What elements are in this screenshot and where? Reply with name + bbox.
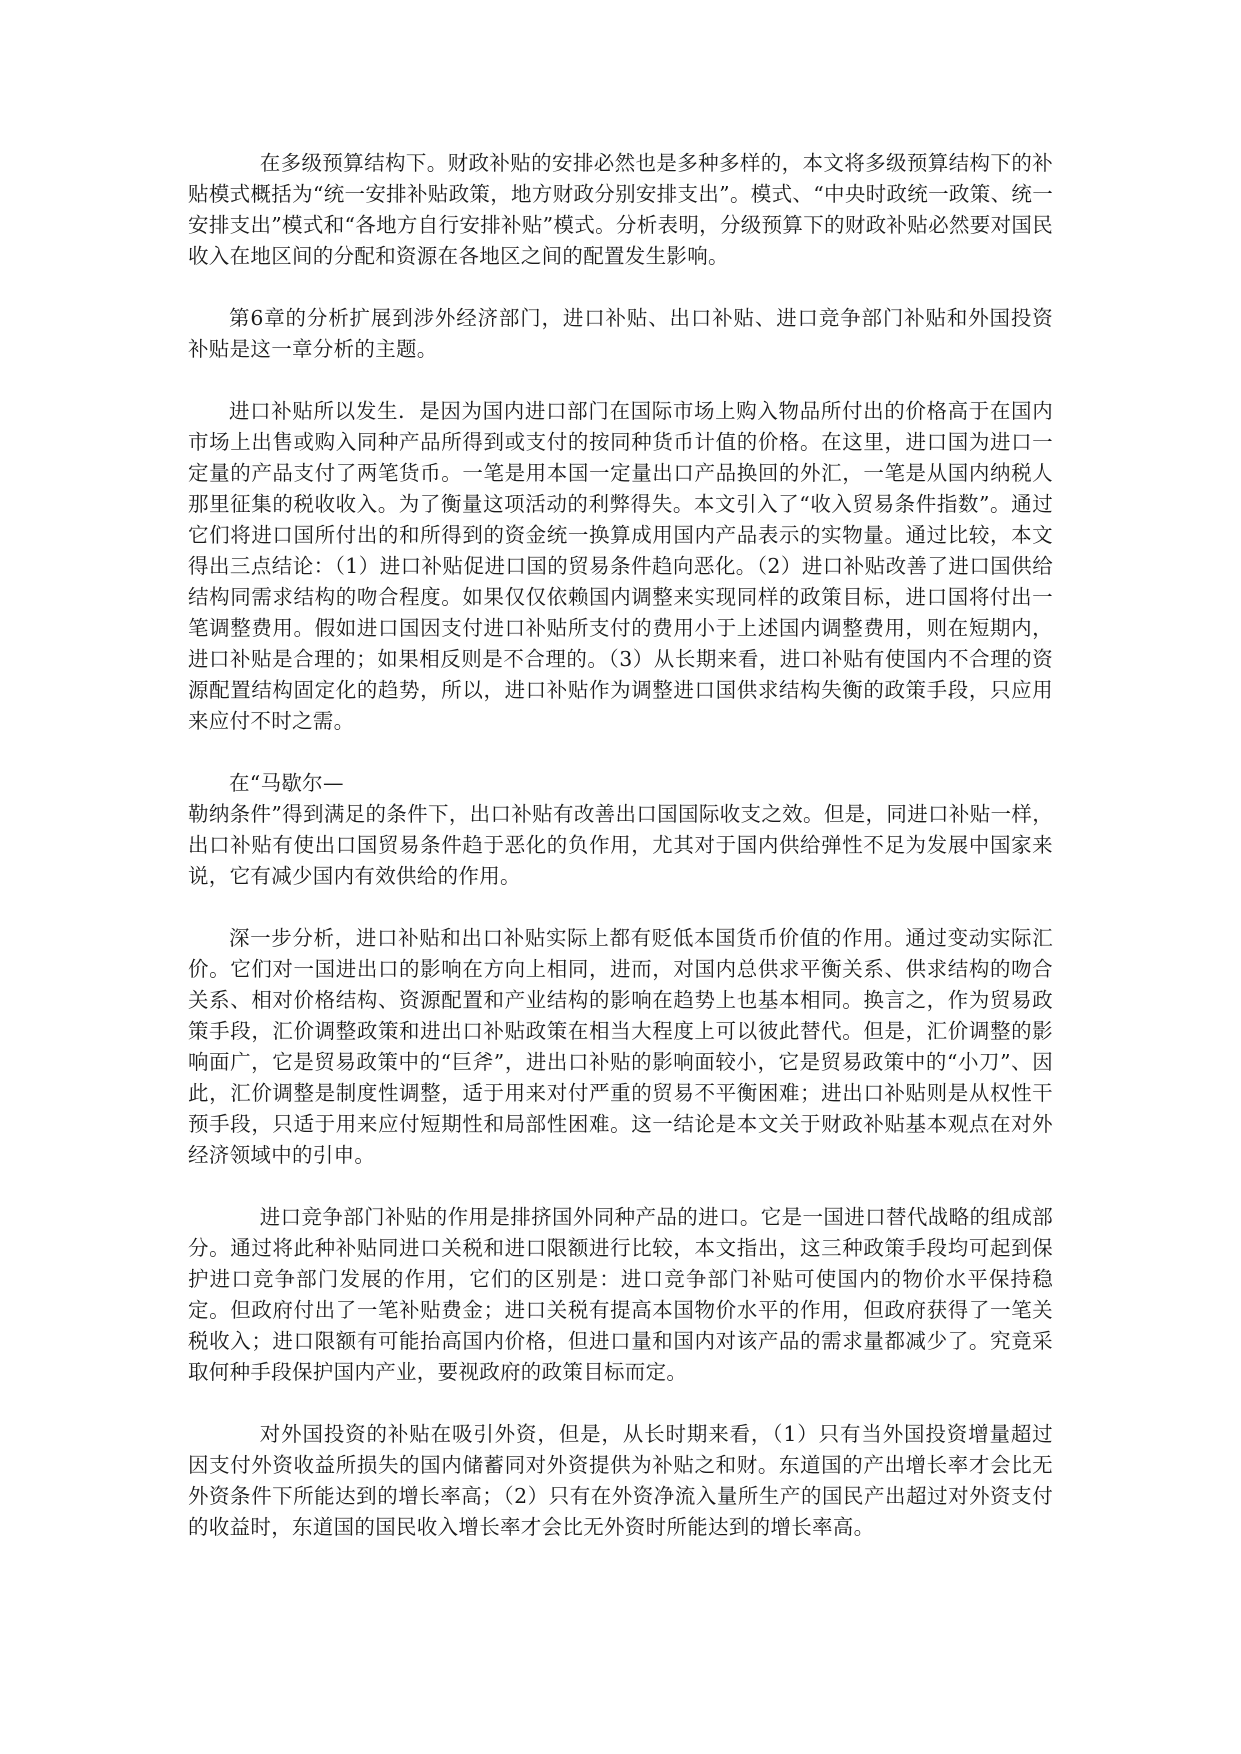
paragraph-multilevel-budget: 在多级预算结构下。财政补贴的安排必然也是多种多样的，本文将多级预算结构下的补贴模式概括为“统一安排补贴政策，地方财政分别安排支出”。模式、“中央时政统一政策、统一安排支出”模式和“各地方自行安排补贴”模式。分析表明，分级预算下的财政补贴必然要对国民收入在地区间的分配和资源在各地区之间的配置发生影响。 xyxy=(188,151,1053,268)
paragraph-foreign-investment: 对外国投资的补贴在吸引外资，但是，从长时期来看，（1）只有当外国投资增量超过因支付外资收益所损失的国内储蓄同对外资提供为补贴之和财。东道国的产出增长率才会比无外资条件下所能达到的增长率高；（2）只有在外资净流入量所生产的国民产出超过对外资支付的收益时，东道国的国民收入增长率才会比无外资时所能达到的增长率高。 xyxy=(188,1422,1053,1539)
paragraph-export-subsidy-body: 勒纳条件”得到满足的条件下，出口补贴有改善出口国国际收支之效。但是，同进口补贴一样，出口补贴有使出口国贸易条件趋于恶化的负作用，尤其对于国内供给弹性不足为发展中国家来说，它有减少国内有效供给的作用。 xyxy=(188,802,1053,888)
paragraph-import-subsidy: 进口补贴所以发生．是因为国内进口部门在国际市场上购入物品所付出的价格高于在国内市场上出售或购入同种产品所得到或支付的按同种货币计值的价格。在这里，进口国为进口一定量的产品支付了两笔货币。一笔是用本国一定量出口产品换回的外汇，一笔是从国内纳税人那里征集的税收收入。为了衡量这项活动的利弊得失。本文引入了“收入贸易条件指数”。通过它们将进口国所付出的和所得到的资金统一换算成用国内产品表示的实物量。通过比较，本文得出三点结论：（1）进口补贴促进口国的贸易条件趋向恶化。（2）进口补贴改善了进口国供给结构同需求结构的吻合程度。如果仅仅依赖国内调整来实现同样的政策目标，进口国将付出一笔调整费用。假如进口国因支付进口补贴所支付的费用小于上述国内调整费用，则在短期内，进口补贴是合理的；如果相反则是不合理的。（3）从长期来看，进口补贴有使国内不合理的资源配置结构固定化的趋势，所以，进口补贴作为调整进口国供求结构失衡的政策手段，只应用来应付不时之需。 xyxy=(188,399,1053,733)
paragraph-currency-value: 深一步分析，进口补贴和出口补贴实际上都有贬低本国货币价值的作用。通过变动实际汇价。它们对一国进出口的影响在方向上相同，进而，对国内总供求平衡关系、供求结构的吻合关系、相对价格结构、资源配置和产业结构的影响在趋势上也基本相同。换言之，作为贸易政策手段，汇价调整政策和进出口补贴政策在相当大程度上可以彼此替代。但是，汇价调整的影响面广，它是贸易政策中的“巨斧”，进出口补贴的影响面较小，它是贸易政策中的“小刀”、因此，汇价调整是制度性调整，适于用来对付严重的贸易不平衡困难；进出口补贴则是从权性干预手段，只适于用来应付短期性和局部性困难。这一结论是本文关于财政补贴基本观点在对外经济领域中的引申。 xyxy=(188,926,1053,1167)
document-body xyxy=(188,148,1053,1574)
paragraph-import-competition: 进口竞争部门补贴的作用是排挤国外同种产品的进口。它是一国进口替代战略的组成部分。通过将此种补贴同进口关税和进口限额进行比较，本文指出，这三种政策手段均可起到保护进口竞争部门发展的作用，它们的区别是：进口竞争部门补贴可使国内的物价水平保持稳定。但政府付出了一笔补贴费金；进口关税有提高本国物价水平的作用，但政府获得了一笔关税收入；进口限额有可能抬高国内价格，但进口量和国内对该产品的需求量都减少了。究竟采取何种手段保护国内产业，要视政府的政策目标而定。 xyxy=(188,1205,1053,1384)
paragraph-export-subsidy xyxy=(188,768,1053,892)
paragraph-export-subsidy-line1: 在“马歇尔— xyxy=(229,771,344,795)
paragraph-chapter6-intro: 第6章的分析扩展到涉外经济部门，进口补贴、出口补贴、进口竞争部门补贴和外国投资补贴是这一章分析的主题。 xyxy=(188,306,1053,361)
